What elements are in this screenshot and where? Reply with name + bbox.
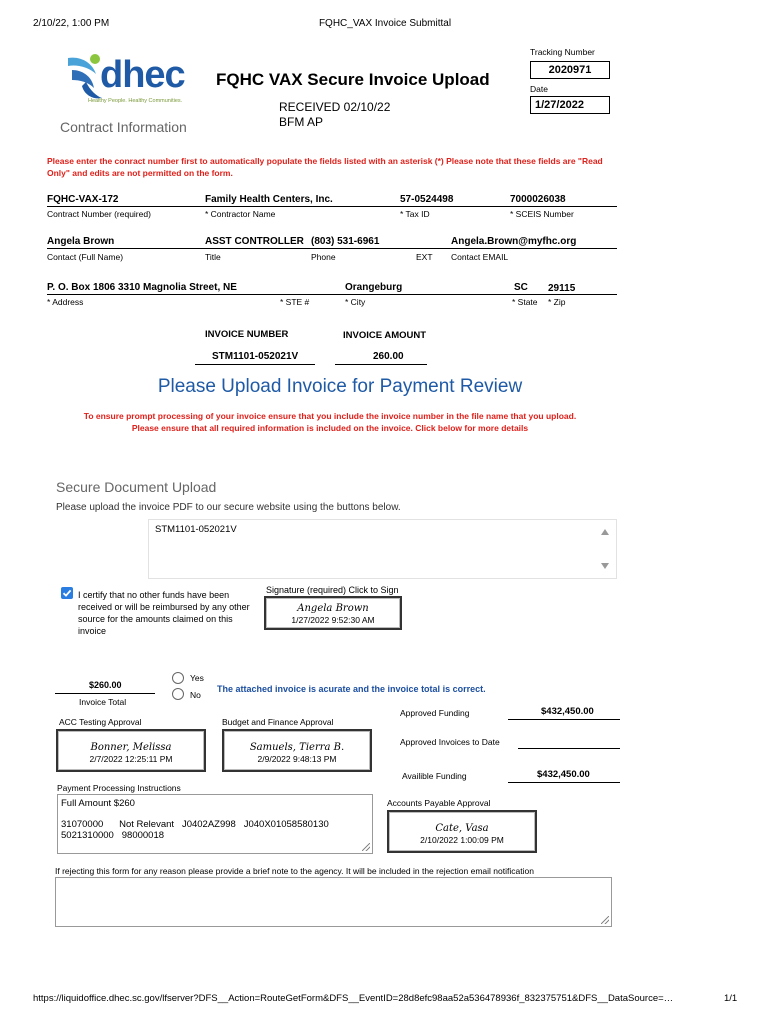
ap-approval-label: Accounts Payable Approval <box>387 798 491 808</box>
upload-instruction: Please upload the invoice PDF to our secure website using the buttons below. <box>56 502 401 513</box>
contact-name-label: Contact (Full Name) <box>47 252 124 262</box>
yes-radio[interactable] <box>172 672 184 684</box>
invoice-amount-underline <box>335 364 427 365</box>
tax-id-value: 57-0524498 <box>400 194 454 205</box>
acc-approval-box[interactable] <box>56 729 206 772</box>
invoice-total-underline <box>55 693 155 694</box>
upload-note-1: To ensure prompt processing of your invoice ensure that you include the invoice number in the file name that you upload. <box>83 411 577 421</box>
available-funding-value: $432,450.00 <box>537 769 590 780</box>
invoice-number-underline <box>195 364 315 365</box>
bf-approval-box[interactable] <box>222 729 372 772</box>
row1-underline <box>47 206 617 207</box>
logo-wordmark: dhec <box>100 54 185 96</box>
email-value[interactable]: Angela.Brown@myfhc.org <box>451 236 577 247</box>
approved-funding-value: $432,450.00 <box>541 706 594 717</box>
invoice-total-value[interactable]: $260.00 <box>89 680 122 690</box>
available-funding-underline <box>508 782 620 783</box>
signature-label: Signature (required) Click to Sign <box>266 585 399 595</box>
approved-invoices-label: Approved Invoices to Date <box>400 737 500 747</box>
zip-label: * Zip <box>548 297 566 307</box>
contact-name-value[interactable]: Angela Brown <box>47 236 115 247</box>
approved-funding-underline <box>508 719 620 720</box>
bf-approval-date: 2/9/2022 9:48:13 PM <box>257 754 337 764</box>
uploaded-file-item[interactable]: STM1101-052021V <box>155 524 237 535</box>
no-radio[interactable] <box>172 688 184 700</box>
processing-line-3: 5021310000 98000018 <box>61 830 165 841</box>
rejection-label: If rejecting this form for any reason please provide a brief note to the agency. It will be included in the rejection email notification <box>55 866 534 876</box>
certify-text: I certify that no other funds have been received or will be reimbursed by any other source for the amounts claimed on this invoice <box>78 590 250 636</box>
certify-checkbox[interactable] <box>61 587 73 599</box>
processing-label: Payment Processing Instructions <box>57 783 181 793</box>
upload-heading: Please Upload Invoice for Payment Review <box>157 376 523 397</box>
contract-info-title: Contract Information <box>60 119 187 135</box>
tracking-number-field: 2020971 <box>530 61 610 79</box>
resize-grip-icon[interactable] <box>601 916 609 924</box>
no-label: No <box>190 690 201 700</box>
dhec-logo <box>60 44 198 110</box>
state-label: * State <box>512 297 538 307</box>
contractor-name-value: Family Health Centers, Inc. <box>205 194 333 205</box>
approved-funding-label: Approved Funding <box>400 708 470 718</box>
page-title: FQHC VAX Secure Invoice Upload <box>216 70 490 89</box>
invoice-amount-value[interactable]: 260.00 <box>373 351 404 362</box>
title-value[interactable]: ASST CONTROLLER <box>205 236 304 247</box>
approved-invoices-underline <box>518 748 620 749</box>
bf-approval-label: Budget and Finance Approval <box>222 717 334 727</box>
scroll-up-icon[interactable] <box>601 529 609 535</box>
acc-approval-label: ACC Testing Approval <box>59 717 142 727</box>
dept-stamp: BFM AP <box>279 115 324 129</box>
processing-line-2: 31070000 Not Relevant J0402AZ998 J040X01058580130 <box>61 819 329 830</box>
invoice-number-value[interactable]: STM1101-052021V <box>212 351 299 362</box>
acc-approver-name: Bonner, Melissa <box>90 742 172 753</box>
ap-approval-date: 2/10/2022 1:00:09 PM <box>420 835 504 845</box>
autofill-notice: Please enter the conract number first to automatically populate the fields listed with an asterisk (*) Please note that these fields are "Read Only" and edits are not permitted on the form. <box>47 156 603 178</box>
bf-approver-name: Samuels, Tierra B. <box>249 742 345 753</box>
zip-value: 29115 <box>548 283 576 294</box>
phone-label: Phone <box>311 252 336 262</box>
secure-upload-title: Secure Document Upload <box>56 479 217 495</box>
contract-number-value[interactable]: FQHC-VAX-172 <box>47 194 119 205</box>
email-label: Contact EMAIL <box>451 252 509 262</box>
signature-box[interactable] <box>264 596 402 630</box>
rejection-note-field[interactable] <box>55 877 612 927</box>
invoice-amount-label: INVOICE AMOUNT <box>343 330 427 341</box>
state-value: SC <box>514 282 528 293</box>
print-title: FQHC_VAX Invoice Submittal <box>318 18 452 29</box>
address-value: P. O. Box 1806 3310 Magnolia Street, NE <box>47 282 237 293</box>
logo-tagline: Healthy People. Healthy Communities. <box>88 98 183 104</box>
city-value: Orangeburg <box>345 282 403 293</box>
scroll-down-icon[interactable] <box>601 563 609 569</box>
processing-line-1: Full Amount $260 <box>61 798 135 809</box>
ste-label: * STE # <box>280 297 310 307</box>
contractor-name-label: * Contractor Name <box>205 209 276 219</box>
processing-instructions-field[interactable] <box>57 794 373 854</box>
signature-date: 1/27/2022 9:52:30 AM <box>291 615 375 625</box>
row3-underline <box>47 294 617 295</box>
tax-id-label: * Tax ID <box>400 209 430 219</box>
resize-grip-icon[interactable] <box>362 843 370 851</box>
date-field: 1/27/2022 <box>530 96 610 114</box>
row2-underline <box>47 248 617 249</box>
date-label: Date <box>530 84 548 94</box>
upload-note-2: Please ensure that all required information is included on the invoice. Click below for more details <box>131 423 529 433</box>
invoice-number-label: INVOICE NUMBER <box>205 329 289 340</box>
city-label: * City <box>345 297 366 307</box>
ext-label: EXT <box>416 252 433 262</box>
sceis-label: * SCEIS Number <box>510 209 574 219</box>
signature-name: Angela Brown <box>297 603 369 614</box>
sceis-value: 7000026038 <box>510 194 566 205</box>
contract-number-label: Contract Number (required) <box>47 209 151 219</box>
ap-approval-box[interactable] <box>387 810 537 853</box>
accuracy-statement: The attached invoice is acurate and the invoice total is correct. <box>217 684 486 694</box>
invoice-total-label: Invoice Total <box>79 697 127 707</box>
print-datetime: 2/10/22, 1:00 PM <box>33 18 110 29</box>
phone-value[interactable]: (803) 531-6961 <box>311 236 380 247</box>
received-stamp: RECEIVED 02/10/22 <box>279 100 391 114</box>
checkmark-icon <box>61 587 73 599</box>
print-url: https://liquidoffice.dhec.sc.gov/lfserver?DFS__Action=RouteGetForm&DFS__EventID=28d8efc98aa52a536478936f_832375751&DFS__DataSource=… <box>33 993 674 1004</box>
available-funding-label: Availible Funding <box>402 771 467 781</box>
uploaded-files-list[interactable] <box>148 519 617 579</box>
yes-label: Yes <box>190 673 204 683</box>
tracking-label: Tracking Number <box>530 47 595 57</box>
print-page-number: 1/1 <box>724 993 738 1004</box>
ap-approver-name: Cate, Vasa <box>435 823 489 834</box>
title-label: Title <box>205 252 221 262</box>
acc-approval-date: 2/7/2022 12:25:11 PM <box>89 754 173 764</box>
address-label: * Address <box>47 297 84 307</box>
